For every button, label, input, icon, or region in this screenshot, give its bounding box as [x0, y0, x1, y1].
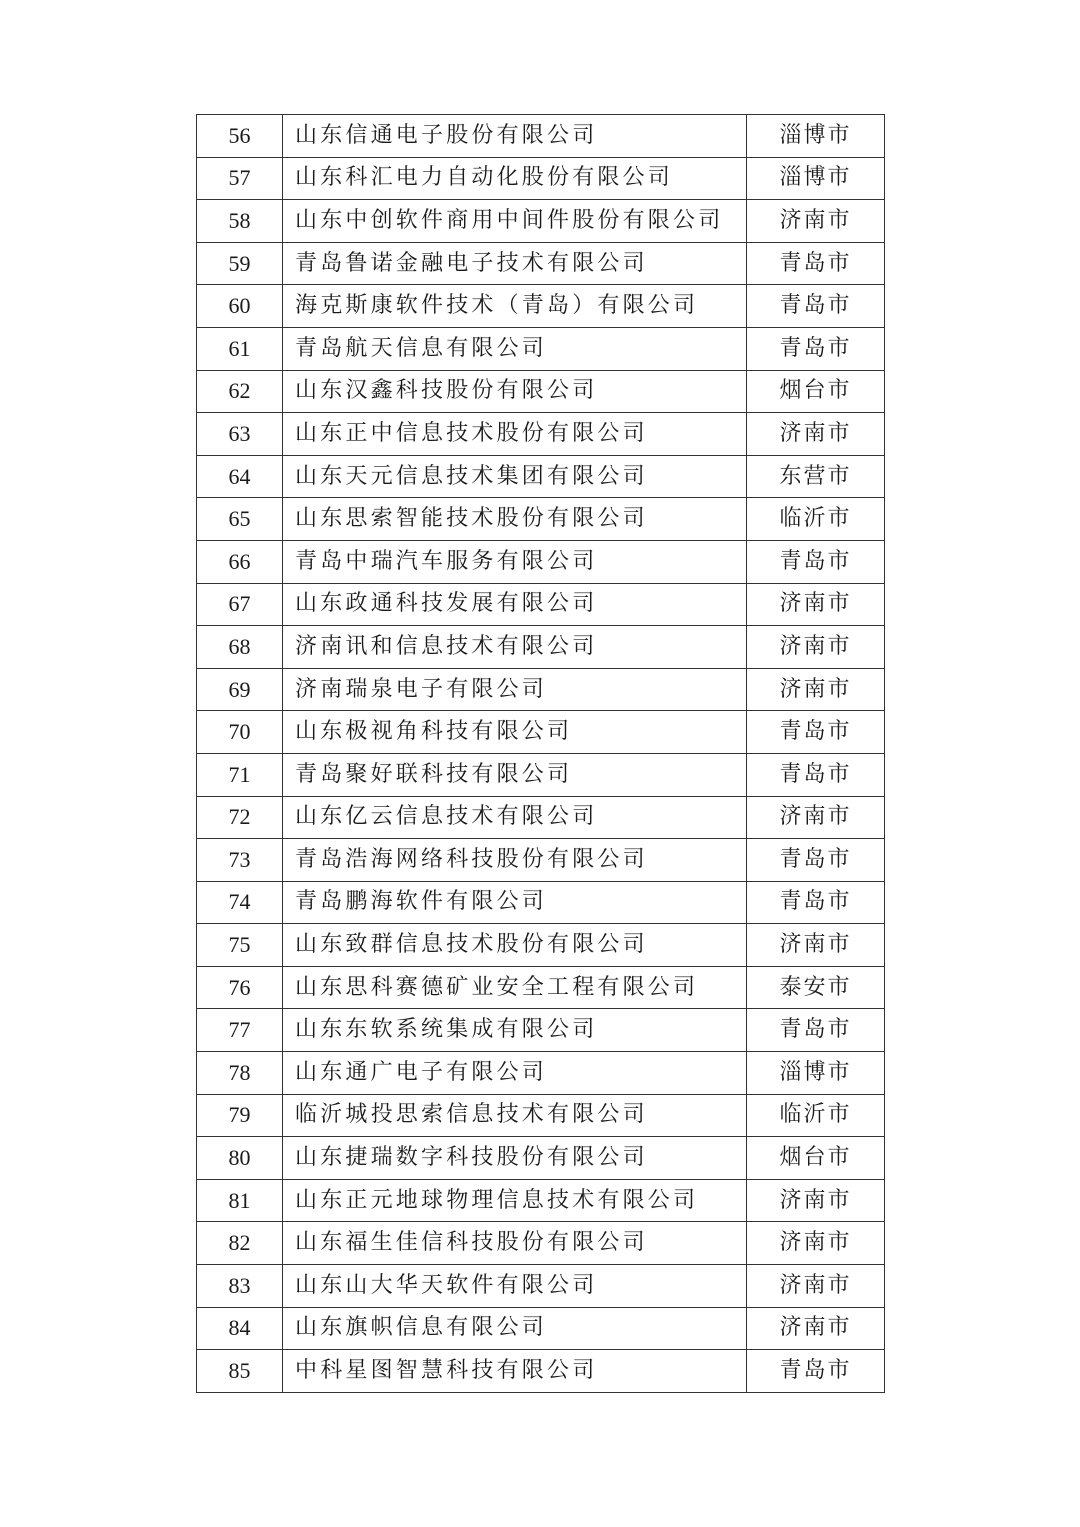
- row-number: 64: [197, 455, 283, 498]
- table-row: [197, 540, 885, 583]
- company-name: 山东思科赛德矿业安全工程有限公司: [283, 966, 747, 1009]
- table-row: [197, 285, 885, 328]
- city-name: 济南市: [747, 668, 885, 711]
- row-number: 85: [197, 1350, 283, 1393]
- company-name: 山东科汇电力自动化股份有限公司: [283, 157, 747, 200]
- row-number: 76: [197, 966, 283, 1009]
- table-row: [197, 753, 885, 796]
- table-row: [197, 157, 885, 200]
- company-name: 海克斯康软件技术（青岛）有限公司: [283, 285, 747, 328]
- company-name: 山东东软系统集成有限公司: [283, 1009, 747, 1052]
- company-name: 中科星图智慧科技有限公司: [283, 1350, 747, 1393]
- city-name: 青岛市: [747, 881, 885, 924]
- table-row: [197, 1094, 885, 1137]
- city-name: 济南市: [747, 583, 885, 626]
- company-name: 山东政通科技发展有限公司: [283, 583, 747, 626]
- table-row: [197, 1307, 885, 1350]
- table-row: [197, 1222, 885, 1265]
- company-name: 青岛鹏海软件有限公司: [283, 881, 747, 924]
- row-number: 60: [197, 285, 283, 328]
- company-name: 济南瑞泉电子有限公司: [283, 668, 747, 711]
- city-name: 淄博市: [747, 157, 885, 200]
- row-number: 70: [197, 711, 283, 754]
- table-body: [197, 115, 885, 1393]
- table-row: [197, 370, 885, 413]
- table-row: [197, 1052, 885, 1095]
- city-name: 烟台市: [747, 1137, 885, 1180]
- company-name: 山东汉鑫科技股份有限公司: [283, 370, 747, 413]
- city-name: 济南市: [747, 413, 885, 456]
- city-name: 青岛市: [747, 1350, 885, 1393]
- company-name: 山东信通电子股份有限公司: [283, 115, 747, 158]
- row-number: 74: [197, 881, 283, 924]
- row-number: 67: [197, 583, 283, 626]
- table-row: [197, 1179, 885, 1222]
- table-row: [197, 668, 885, 711]
- city-name: 济南市: [747, 924, 885, 967]
- row-number: 77: [197, 1009, 283, 1052]
- row-number: 69: [197, 668, 283, 711]
- table-row: [197, 242, 885, 285]
- table-row: [197, 115, 885, 158]
- table-row: [197, 1009, 885, 1052]
- company-name: 青岛浩海网络科技股份有限公司: [283, 839, 747, 882]
- city-name: 济南市: [747, 200, 885, 243]
- row-number: 82: [197, 1222, 283, 1265]
- city-name: 青岛市: [747, 753, 885, 796]
- row-number: 81: [197, 1179, 283, 1222]
- table-row: [197, 924, 885, 967]
- row-number: 71: [197, 753, 283, 796]
- company-name: 山东正中信息技术股份有限公司: [283, 413, 747, 456]
- company-name: 济南讯和信息技术有限公司: [283, 626, 747, 669]
- row-number: 73: [197, 839, 283, 882]
- company-name: 山东福生佳信科技股份有限公司: [283, 1222, 747, 1265]
- row-number: 83: [197, 1265, 283, 1308]
- city-name: 淄博市: [747, 1052, 885, 1095]
- table-row: [197, 413, 885, 456]
- row-number: 84: [197, 1307, 283, 1350]
- city-name: 青岛市: [747, 711, 885, 754]
- company-name: 山东通广电子有限公司: [283, 1052, 747, 1095]
- city-name: 青岛市: [747, 285, 885, 328]
- city-name: 青岛市: [747, 242, 885, 285]
- table-row: [197, 1137, 885, 1180]
- row-number: 58: [197, 200, 283, 243]
- row-number: 65: [197, 498, 283, 541]
- row-number: 56: [197, 115, 283, 158]
- city-name: 济南市: [747, 1265, 885, 1308]
- row-number: 61: [197, 327, 283, 370]
- company-name: 山东亿云信息技术有限公司: [283, 796, 747, 839]
- company-name: 山东致群信息技术股份有限公司: [283, 924, 747, 967]
- table-row: [197, 881, 885, 924]
- company-name: 山东中创软件商用中间件股份有限公司: [283, 200, 747, 243]
- company-name: 临沂城投思索信息技术有限公司: [283, 1094, 747, 1137]
- company-name: 山东天元信息技术集团有限公司: [283, 455, 747, 498]
- table-row: [197, 1265, 885, 1308]
- city-name: 泰安市: [747, 966, 885, 1009]
- row-number: 80: [197, 1137, 283, 1180]
- company-name: 青岛航天信息有限公司: [283, 327, 747, 370]
- table-row: [197, 796, 885, 839]
- city-name: 青岛市: [747, 839, 885, 882]
- row-number: 63: [197, 413, 283, 456]
- table-row: [197, 839, 885, 882]
- city-name: 临沂市: [747, 498, 885, 541]
- company-name: 青岛聚好联科技有限公司: [283, 753, 747, 796]
- table-row: [197, 498, 885, 541]
- company-name: 山东山大华天软件有限公司: [283, 1265, 747, 1308]
- table-row: [197, 327, 885, 370]
- company-name: 山东捷瑞数字科技股份有限公司: [283, 1137, 747, 1180]
- city-name: 青岛市: [747, 540, 885, 583]
- city-name: 济南市: [747, 1222, 885, 1265]
- table-row: [197, 711, 885, 754]
- city-name: 淄博市: [747, 115, 885, 158]
- row-number: 62: [197, 370, 283, 413]
- row-number: 75: [197, 924, 283, 967]
- row-number: 57: [197, 157, 283, 200]
- row-number: 78: [197, 1052, 283, 1095]
- row-number: 59: [197, 242, 283, 285]
- company-name: 青岛中瑞汽车服务有限公司: [283, 540, 747, 583]
- company-name: 山东极视角科技有限公司: [283, 711, 747, 754]
- row-number: 68: [197, 626, 283, 669]
- city-name: 济南市: [747, 796, 885, 839]
- city-name: 烟台市: [747, 370, 885, 413]
- table-row: [197, 583, 885, 626]
- city-name: 济南市: [747, 1179, 885, 1222]
- row-number: 66: [197, 540, 283, 583]
- city-name: 青岛市: [747, 327, 885, 370]
- row-number: 72: [197, 796, 283, 839]
- table-row: [197, 1350, 885, 1393]
- city-name: 济南市: [747, 1307, 885, 1350]
- company-name: 山东正元地球物理信息技术有限公司: [283, 1179, 747, 1222]
- company-name: 山东思索智能技术股份有限公司: [283, 498, 747, 541]
- table-row: [197, 455, 885, 498]
- company-name: 山东旗帜信息有限公司: [283, 1307, 747, 1350]
- table-row: [197, 626, 885, 669]
- company-name: 青岛鲁诺金融电子技术有限公司: [283, 242, 747, 285]
- city-name: 东营市: [747, 455, 885, 498]
- company-list-table: [196, 114, 885, 1393]
- table-row: [197, 200, 885, 243]
- table-row: [197, 966, 885, 1009]
- city-name: 临沂市: [747, 1094, 885, 1137]
- city-name: 济南市: [747, 626, 885, 669]
- row-number: 79: [197, 1094, 283, 1137]
- city-name: 青岛市: [747, 1009, 885, 1052]
